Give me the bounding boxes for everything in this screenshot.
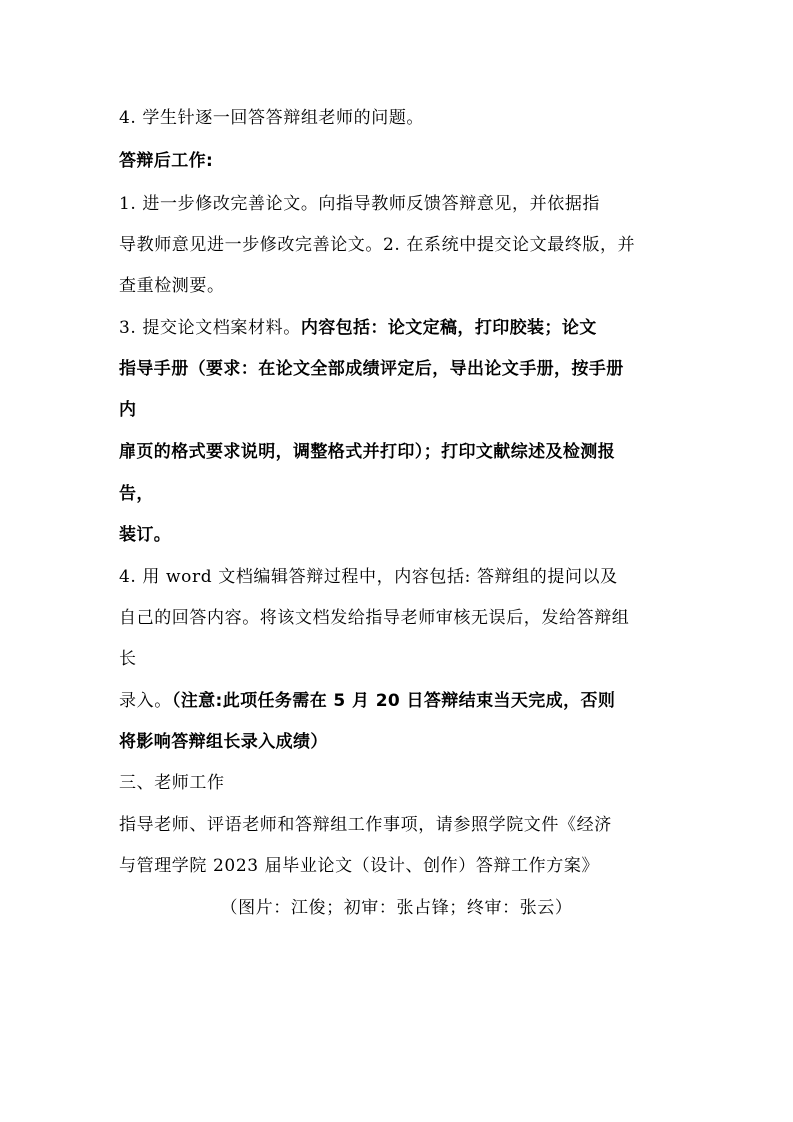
section-teacher-work-heading: 三、老师工作	[119, 773, 225, 793]
item-3-lead: 3. 提交论文档案材料。	[119, 318, 301, 338]
item-4-line-5: 将影响答辩组长录入成绩）	[119, 732, 328, 752]
item-1-line-2: 导教师意见进一步修改完善论文。2. 在系统中提交论文最终版，并	[119, 235, 636, 255]
teacher-work-line-2: 与管理学院 2023 届毕业论文（设计、创作）答辩工作方案》	[119, 856, 600, 876]
item-3-line-5: 告，	[119, 484, 154, 504]
item-4-line-4-lead: 录入。	[119, 691, 172, 711]
item-3-bold: 内容包括：论文定稿，打印胶装；论文	[300, 318, 597, 338]
item-3-line-6: 装订。	[119, 525, 172, 545]
credits-line: （图片：江俊；初审：张占锋；终审：张云）	[220, 898, 573, 918]
step-4-answer-questions: 4. 学生针逐一回答答辩组老师的问题。	[119, 108, 425, 128]
item-1-line-3: 查重检测要。	[119, 276, 225, 296]
item-4-line-1: 4. 用 word 文档编辑答辩过程中，内容包括: 答辩组的提问以及	[119, 567, 618, 587]
item-4-line-3: 长	[119, 649, 137, 669]
item-3-line-2-bold: （要求：在论文全部成绩评定后，导出论文手册，按手册	[188, 359, 624, 379]
item-1-line-1: 1. 进一步修改完善论文。向指导教师反馈答辩意见，并依据指	[119, 194, 601, 214]
item-3-line-2-lead: 指导手册	[119, 359, 189, 379]
item-3-line-3: 内	[119, 400, 137, 420]
item-4-line-4	[119, 690, 615, 712]
item-4-line-2: 自己的回答内容。将该文档发给指导老师审核无误后，发给答辩组	[119, 608, 630, 628]
teacher-work-line-1: 指导老师、评语老师和答辩组工作事项，请参照学院文件《经济	[119, 815, 612, 835]
item-3-line-2	[119, 358, 624, 380]
section-after-defense-heading: 答辩后工作:	[119, 151, 214, 171]
item-3-line-4: 扉页的格式要求说明，调整格式并打印）；打印文献综述及检测报	[119, 442, 616, 462]
item-4-notice: （注意:此项任务需在 5 月 20 日答辩结束当天完成，否则	[171, 691, 616, 711]
item-3-line-1	[119, 317, 597, 339]
